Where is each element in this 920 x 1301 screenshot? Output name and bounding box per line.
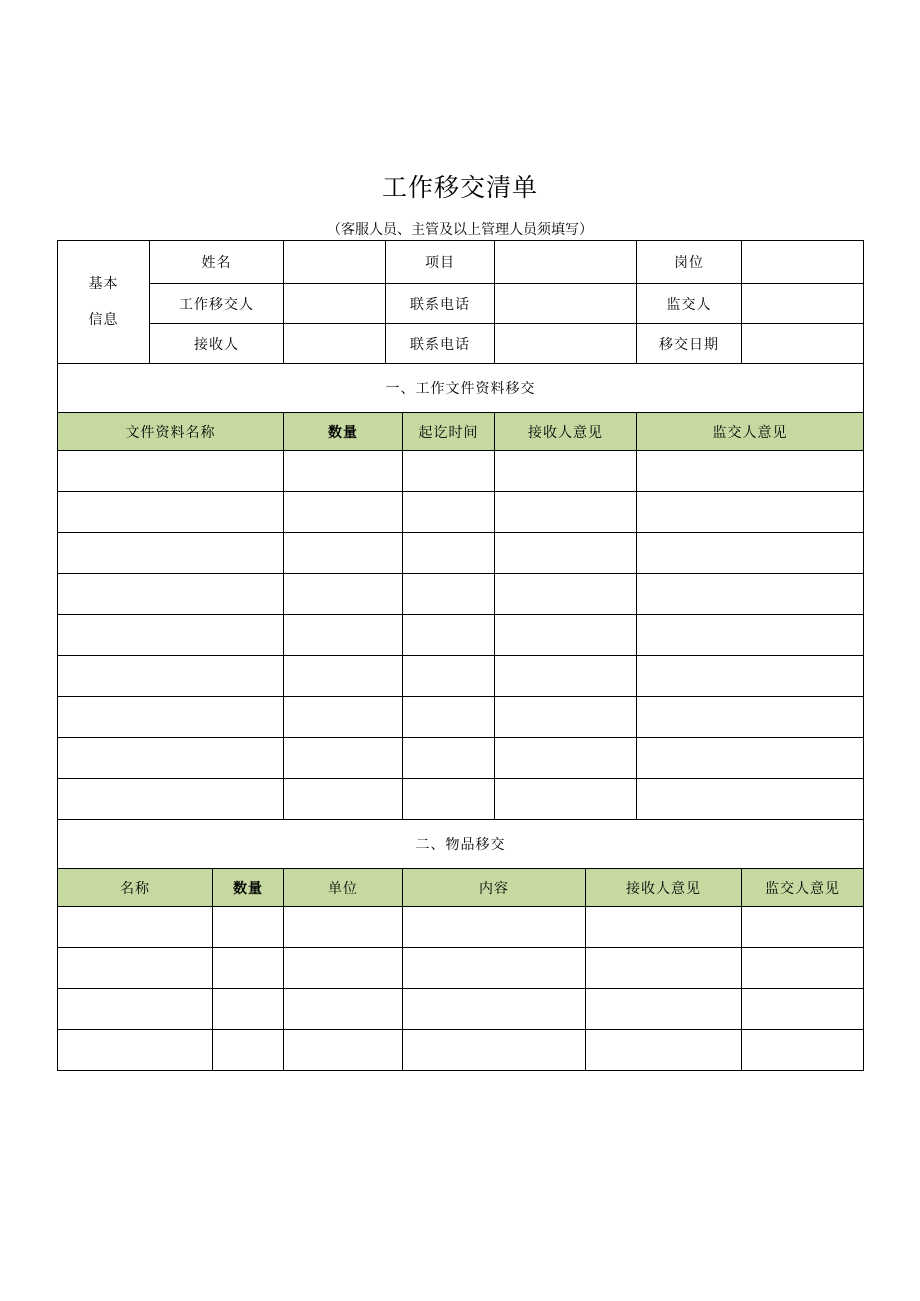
table-cell[interactable] (586, 1030, 742, 1071)
table-cell[interactable] (58, 779, 284, 820)
table-cell[interactable] (637, 451, 864, 492)
page-subtitle: （客服人员、主管及以上管理人员须填写） (327, 222, 593, 238)
table-cell[interactable] (495, 697, 637, 738)
table-cell[interactable] (213, 948, 284, 989)
table-row (58, 738, 864, 779)
table-cell[interactable] (284, 697, 403, 738)
field-value-name[interactable] (284, 241, 386, 284)
section2-title: 二、物品移交 (58, 820, 864, 869)
table-row (58, 656, 864, 697)
table-cell[interactable] (586, 948, 742, 989)
table-cell[interactable] (742, 907, 864, 948)
table-cell[interactable] (284, 738, 403, 779)
table-cell[interactable] (742, 1030, 864, 1071)
field-label-handover-date: 移交日期 (637, 324, 742, 364)
table-cell[interactable] (58, 615, 284, 656)
table-cell[interactable] (213, 907, 284, 948)
table-cell[interactable] (495, 533, 637, 574)
column-header: 文件资料名称 (58, 413, 284, 451)
basic-info-row (58, 284, 864, 324)
table-cell[interactable] (58, 989, 213, 1030)
section1-title: 一、工作文件资料移交 (58, 364, 864, 413)
column-header: 数量 (284, 413, 403, 451)
field-label-project: 项目 (386, 241, 495, 284)
basic-info-label: 基本 信息 (58, 241, 150, 364)
field-value-supervisor[interactable] (742, 284, 864, 324)
table-cell[interactable] (637, 779, 864, 820)
column-header: 监交人意见 (637, 413, 864, 451)
field-label-handover-person: 工作移交人 (150, 284, 284, 324)
table-cell[interactable] (403, 989, 586, 1030)
table-cell[interactable] (637, 492, 864, 533)
table-cell[interactable] (495, 738, 637, 779)
table-cell[interactable] (403, 533, 495, 574)
section-title-row (58, 820, 864, 869)
field-value-receiver-phone[interactable] (495, 324, 637, 364)
table-cell[interactable] (403, 907, 586, 948)
table-cell[interactable] (495, 574, 637, 615)
table-cell[interactable] (284, 533, 403, 574)
table-row (58, 907, 864, 948)
table-cell[interactable] (403, 779, 495, 820)
table-row (58, 615, 864, 656)
table-row (58, 1030, 864, 1071)
section-title-row (58, 364, 864, 413)
table-cell[interactable] (495, 656, 637, 697)
table-cell[interactable] (58, 574, 284, 615)
table-cell[interactable] (495, 615, 637, 656)
field-value-phone[interactable] (495, 284, 637, 324)
column-header: 监交人意见 (742, 869, 864, 907)
table-row (58, 697, 864, 738)
table-cell[interactable] (495, 451, 637, 492)
table-row (58, 533, 864, 574)
section2-header-row (58, 869, 864, 907)
table-row (58, 574, 864, 615)
field-value-receiver[interactable] (284, 324, 386, 364)
table-cell[interactable] (742, 948, 864, 989)
column-header: 内容 (403, 869, 586, 907)
table-cell[interactable] (403, 451, 495, 492)
field-label-receiver: 接收人 (150, 324, 284, 364)
field-value-handover-person[interactable] (284, 284, 386, 324)
table-row (58, 492, 864, 533)
table-cell[interactable] (58, 697, 284, 738)
table-cell[interactable] (637, 656, 864, 697)
field-label-position: 岗位 (637, 241, 742, 284)
handover-form-table (57, 240, 864, 1071)
field-value-project[interactable] (495, 241, 637, 284)
column-header: 起讫时间 (403, 413, 495, 451)
table-cell[interactable] (58, 907, 213, 948)
table-row (58, 948, 864, 989)
table-row (58, 451, 864, 492)
table-cell[interactable] (403, 738, 495, 779)
table-cell[interactable] (403, 492, 495, 533)
page-title: 工作移交清单 (381, 173, 538, 202)
table-cell[interactable] (637, 533, 864, 574)
table-cell[interactable] (284, 656, 403, 697)
field-value-position[interactable] (742, 241, 864, 284)
table-cell[interactable] (637, 697, 864, 738)
table-cell[interactable] (637, 738, 864, 779)
column-header: 单位 (284, 869, 403, 907)
field-label-receiver-phone: 联系电话 (386, 324, 495, 364)
table-cell[interactable] (58, 948, 213, 989)
basic-info-row (58, 241, 864, 284)
column-header: 名称 (58, 869, 213, 907)
table-cell[interactable] (586, 907, 742, 948)
table-cell[interactable] (284, 948, 403, 989)
table-cell[interactable] (213, 989, 284, 1030)
field-label-phone: 联系电话 (386, 284, 495, 324)
table-cell[interactable] (403, 948, 586, 989)
field-label-supervisor: 监交人 (637, 284, 742, 324)
table-cell[interactable] (403, 656, 495, 697)
table-cell[interactable] (637, 615, 864, 656)
table-cell[interactable] (284, 615, 403, 656)
table-cell[interactable] (742, 989, 864, 1030)
table-cell[interactable] (58, 492, 284, 533)
table-cell[interactable] (586, 989, 742, 1030)
table-cell[interactable] (58, 656, 284, 697)
table-cell[interactable] (284, 989, 403, 1030)
field-value-handover-date[interactable] (742, 324, 864, 364)
column-header: 数量 (213, 869, 284, 907)
table-cell[interactable] (284, 779, 403, 820)
basic-info-row (58, 324, 864, 364)
table-cell[interactable] (58, 738, 284, 779)
field-label-name: 姓名 (150, 241, 284, 284)
table-row (58, 779, 864, 820)
table-cell[interactable] (403, 615, 495, 656)
table-cell[interactable] (284, 492, 403, 533)
table-cell[interactable] (58, 533, 284, 574)
table-cell[interactable] (58, 451, 284, 492)
section1-header-row (58, 413, 864, 451)
column-header: 接收人意见 (586, 869, 742, 907)
table-cell[interactable] (58, 1030, 213, 1071)
table-cell[interactable] (403, 1030, 586, 1071)
table-cell[interactable] (637, 574, 864, 615)
table-cell[interactable] (284, 574, 403, 615)
column-header: 接收人意见 (495, 413, 637, 451)
table-cell[interactable] (284, 1030, 403, 1071)
table-row (58, 989, 864, 1030)
table-cell[interactable] (403, 574, 495, 615)
table-cell[interactable] (403, 697, 495, 738)
table-cell[interactable] (495, 779, 637, 820)
table-cell[interactable] (284, 907, 403, 948)
table-cell[interactable] (495, 492, 637, 533)
table-cell[interactable] (213, 1030, 284, 1071)
table-cell[interactable] (284, 451, 403, 492)
